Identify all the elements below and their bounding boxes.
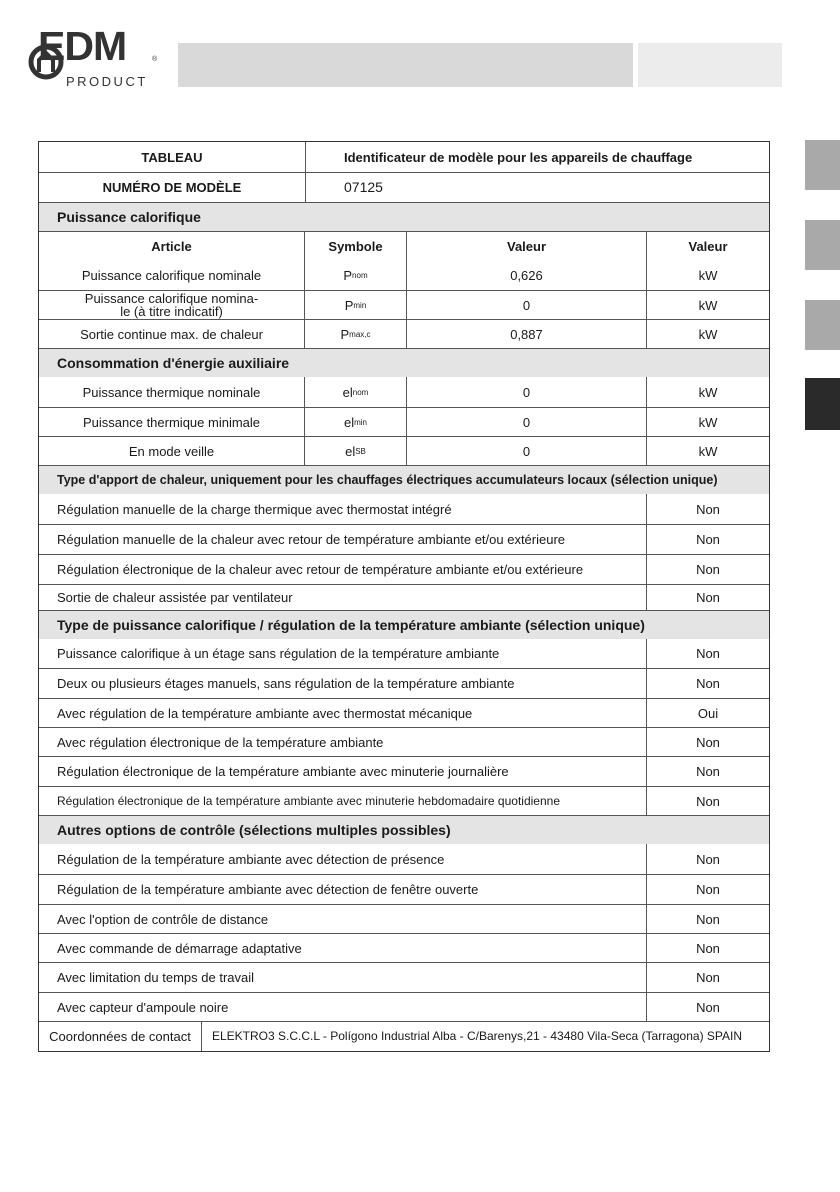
option-row: [39, 698, 769, 727]
col-value: Valeur: [406, 232, 646, 260]
option-row: [39, 727, 769, 756]
option-row: [39, 494, 769, 524]
symbol-main: el: [345, 443, 356, 459]
section-title: Puissance calorifique: [39, 203, 769, 231]
model-number-row: [39, 172, 769, 202]
option-label: Régulation manuelle de la charge thermique avec thermostat intégré: [57, 501, 452, 517]
ecodesign-table: [38, 141, 770, 1052]
model-number-label: NUMÉRO DE MODÈLE: [102, 180, 242, 195]
side-tab-2[interactable]: [805, 220, 840, 270]
option-value: Non: [646, 993, 769, 1021]
option-row: [39, 554, 769, 584]
section-other-controls: [39, 815, 769, 844]
symbol-subscript: SB: [355, 446, 366, 456]
article-cell: Puissance thermique nominale: [82, 384, 261, 400]
section-title: Consommation d'énergie auxiliaire: [39, 349, 769, 377]
article-cell: Puissance calorifique nominale: [81, 267, 262, 283]
symbol-cell: [304, 437, 406, 465]
option-label: Puissance calorifique à un étage sans régulation de la température ambiante: [57, 646, 500, 661]
option-row: [39, 668, 769, 698]
option-label: Régulation électronique de la température ambiante avec minuterie journalière: [57, 764, 509, 779]
option-label: Avec capteur d'ampoule noire: [57, 999, 229, 1015]
option-value: Non: [646, 494, 769, 524]
option-label: Deux ou plusieurs étages manuels, sans régulation de la température ambiante: [57, 676, 515, 691]
option-label: Avec l'option de contrôle de distance: [57, 911, 269, 927]
option-value: Non: [646, 639, 769, 668]
value-cell: 0: [406, 291, 646, 319]
section-heat-type: [39, 610, 769, 639]
symbol-main: el: [343, 414, 355, 430]
brand-name: EDM: [38, 23, 127, 69]
section-heat-output: [39, 202, 769, 231]
option-row: [39, 639, 769, 668]
article-cell: Puissance thermique minimale: [82, 414, 261, 430]
option-label: Avec régulation de la température ambiante avec thermostat mécanique: [57, 705, 473, 721]
option-label: Régulation de la température ambiante avec détection de présence: [57, 851, 445, 867]
symbol-main: el: [342, 384, 353, 400]
option-value: Non: [646, 934, 769, 962]
symbol-main: P: [340, 326, 350, 342]
option-label: Avec limitation du temps de travail: [57, 970, 255, 985]
section-title: Type de puissance calorifique / régulation de la température ambiante (sélection unique): [39, 611, 769, 639]
col-symbol: Symbole: [304, 232, 406, 260]
symbol-main: P: [343, 267, 353, 283]
option-row: [39, 756, 769, 786]
option-value: Non: [646, 787, 769, 815]
option-row: [39, 584, 769, 610]
side-tab-3[interactable]: [805, 300, 840, 350]
value-cell: 0,626: [406, 260, 646, 290]
option-value: Non: [646, 875, 769, 904]
option-row: [39, 874, 769, 904]
unit-cell: kW: [646, 260, 769, 290]
side-tab-1[interactable]: [805, 140, 840, 190]
article-cell: En mode veille: [128, 443, 215, 459]
table-row: [39, 260, 769, 290]
table-row: [39, 377, 769, 407]
value-cell: 0: [406, 377, 646, 407]
side-tab-active[interactable]: [805, 378, 840, 430]
section-title: Type d'apport de chaleur, uniquement pour les chauffages électriques accumulateurs locaux (sélection unique): [39, 466, 769, 494]
symbol-cell: [304, 408, 406, 436]
brand-subtitle: PRODUCT: [66, 74, 148, 89]
contact-label: Coordonnées de contact: [49, 1029, 191, 1044]
symbol-subscript: max,c: [349, 329, 371, 339]
option-row: [39, 962, 769, 992]
section-auxiliary: [39, 348, 769, 377]
option-row: [39, 524, 769, 554]
value-cell: 0,887: [406, 320, 646, 348]
unit-cell: kW: [646, 408, 769, 436]
col-article: Article: [151, 238, 192, 254]
symbol-subscript: nom: [352, 270, 368, 280]
col-unit: Valeur: [646, 232, 769, 260]
section-heat-input: [39, 465, 769, 494]
table-row: [39, 290, 769, 319]
option-value: Non: [646, 844, 769, 874]
table-row: [39, 436, 769, 465]
option-value: Non: [646, 555, 769, 584]
value-cell: 0: [406, 408, 646, 436]
option-value: Non: [646, 525, 769, 554]
symbol-cell: [304, 320, 406, 348]
table-header-row: [39, 142, 769, 172]
option-label: Avec régulation électronique de la température ambiante: [57, 734, 384, 750]
article-cell: Puissance calorifique nomina- le (à titre indicatif): [84, 291, 259, 319]
option-label: Régulation électronique de la température ambiante avec minuterie hebdomadaire quotidienne: [57, 793, 560, 808]
option-value: Non: [646, 757, 769, 786]
option-label: Régulation de la température ambiante avec détection de fenêtre ouverte: [57, 882, 479, 897]
option-label: Avec commande de démarrage adaptative: [57, 940, 302, 956]
unit-cell: kW: [646, 320, 769, 348]
unit-cell: kW: [646, 291, 769, 319]
symbol-subscript: min: [353, 300, 367, 310]
contact-value: ELEKTRO3 S.C.C.L - Polígono Industrial Alba - C/Barenys,21 - 43480 Vila-Seca (Tarragona) SPAIN: [201, 1022, 769, 1051]
symbol-subscript: nom: [352, 387, 369, 397]
option-row: [39, 904, 769, 933]
column-header-row: [39, 231, 769, 260]
table-identifier: Identificateur de modèle pour les appareils de chauffage: [305, 142, 769, 172]
option-value: Non: [646, 728, 769, 756]
article-cell: Sortie continue max. de chaleur: [80, 326, 263, 342]
symbol-subscript: min: [354, 417, 367, 427]
option-label: Sortie de chaleur assistée par ventilateur: [57, 590, 293, 605]
option-row: [39, 844, 769, 874]
option-row: [39, 992, 769, 1021]
registered-mark: ®: [152, 56, 158, 63]
symbol-cell: [304, 377, 406, 407]
option-value: Non: [646, 963, 769, 992]
header-bar-secondary: [638, 43, 782, 87]
symbol-cell: [304, 260, 406, 290]
unit-cell: kW: [646, 377, 769, 407]
model-number-value: 07125: [305, 173, 769, 202]
unit-cell: kW: [646, 437, 769, 465]
symbol-main: P: [344, 297, 354, 313]
table-label: TABLEAU: [141, 149, 203, 165]
option-label: Régulation électronique de la chaleur avec retour de température ambiante et/ou extérieure: [57, 562, 584, 577]
table-row: [39, 407, 769, 436]
option-label: Régulation manuelle de la chaleur avec retour de température ambiante et/ou extérieure: [57, 532, 566, 547]
section-title: Autres options de contrôle (sélections multiples possibles): [39, 816, 769, 844]
table-row: [39, 319, 769, 348]
option-row: [39, 933, 769, 962]
contact-row: [39, 1021, 769, 1051]
header-bar: [178, 43, 633, 87]
symbol-cell: [304, 291, 406, 319]
value-cell: 0: [406, 437, 646, 465]
option-row: [39, 786, 769, 815]
option-value: Non: [646, 905, 769, 933]
option-value: Non: [646, 585, 769, 610]
option-value: Oui: [646, 699, 769, 727]
option-value: Non: [646, 669, 769, 698]
